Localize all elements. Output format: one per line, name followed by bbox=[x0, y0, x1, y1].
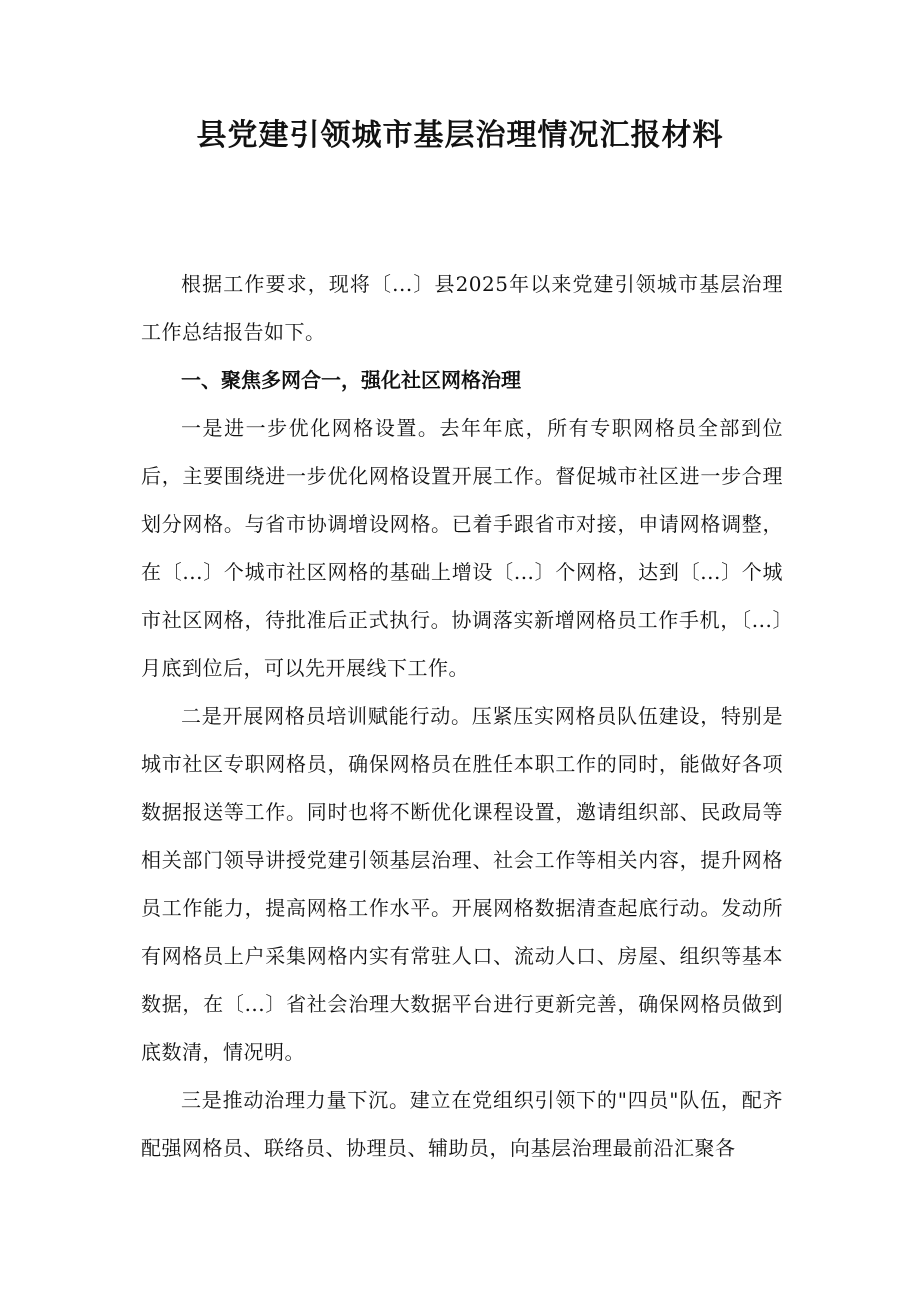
document-body bbox=[141, 260, 783, 1172]
body-paragraph-1: 一是进一步优化网格设置。去年年底，所有专职网格员全部到位后，主要围绕进一步优化网格设置开展工作。督促城市社区进一步合理划分网格。与省市协调增设网格。已着手跟省市对接，申请网格调整，在〔...〕个城市社区网格的基础上增设〔...〕个网格，达到〔...〕个城市社区网格，待批准后正式执行。协调落实新增网格员工作手机，〔...〕月底到位后，可以先开展线下工作。 bbox=[141, 416, 783, 680]
body-paragraph-2: 二是开展网格员培训赋能行动。压紧压实网格员队伍建设，特别是城市社区专职网格员，确保网格员在胜任本职工作的同时，能做好各项数据报送等工作。同时也将不断优化课程设置，邀请组织部、民政局等相关部门领导讲授党建引领基层治理、社会工作等相关内容，提升网格员工作能力，提高网格工作水平。开展网格数据清查起底行动。发动所有网格员上户采集网格内实有常驻人口、流动人口、房屋、组织等基本数据，在〔...〕省社会治理大数据平台进行更新完善，确保网格员做到底数清，情况明。 bbox=[141, 704, 783, 1064]
section-heading: 一、聚焦多网合一，强化社区网格治理 bbox=[181, 368, 521, 392]
document-title: 县党建引领城市基层治理情况汇报材料 bbox=[196, 118, 724, 153]
intro-paragraph: 根据工作要求，现将〔...〕县2025年以来党建引领城市基层治理工作总结报告如下。 bbox=[141, 272, 783, 344]
body-paragraph-3: 三是推动治理力量下沉。建立在党组织引领下的"四员"队伍，配齐配强网格员、联络员、协理员、辅助员，向基层治理最前沿汇聚各 bbox=[141, 1088, 783, 1160]
